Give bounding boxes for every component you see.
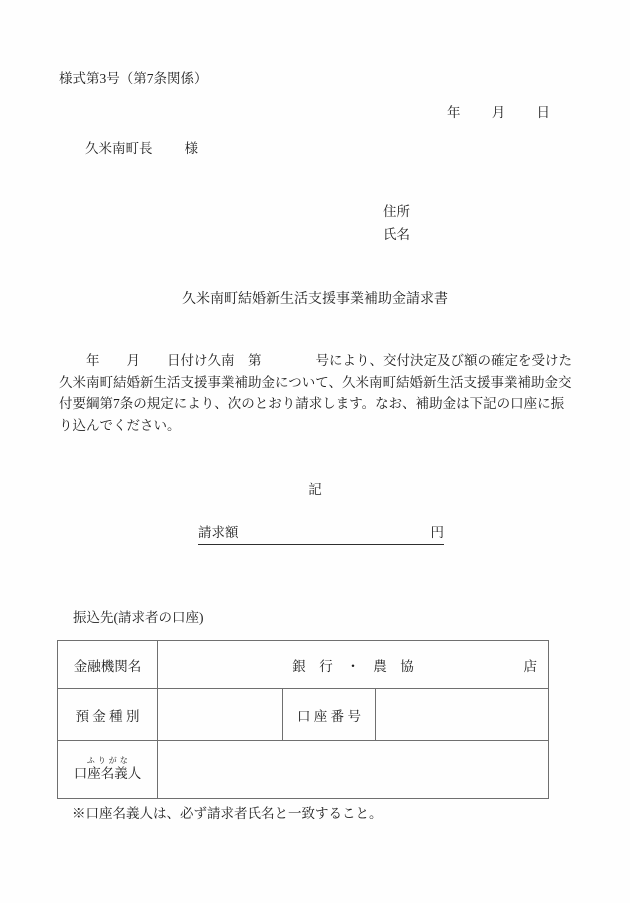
furigana-label: ふ り が な [86,755,129,765]
claim-amount-unit: 円 [430,525,444,540]
account-number-label: 口 座 番 号 [283,689,376,741]
claim-amount-line [198,521,444,545]
deposit-type-label: 預 金 種 別 [58,689,158,741]
date-year-label: 年 [447,105,461,120]
account-holder-value-cell [158,741,549,799]
sender-address-label: 住所 [383,204,410,219]
deposit-type-value-cell [158,689,283,741]
bank-account-table [57,640,549,799]
form-number: 様式第3号（第7条関係） [59,71,208,86]
table-row-account-holder [58,741,549,799]
financial-institution-value-cell [158,641,549,689]
sender-name-label: 氏名 [383,227,410,242]
body-paragraph [59,350,572,436]
date-month-label: 月 [491,105,506,120]
date-line [447,101,550,121]
document-title: 久米南町結婚新生活支援事業補助金請求書 [182,292,448,307]
addressee-honorific: 様 [184,141,198,156]
claim-amount-label: 請求額 [198,525,239,540]
body-paragraph-line: 久米南町結婚新生活支援事業補助金について、久米南町結婚新生活支援事業補助金交 [59,374,572,390]
account-holder-label: 口座名義人 [73,766,142,782]
account-holder-note: ※口座名義人は、必ず請求者氏名と一致すること。 [72,806,383,821]
body-paragraph-line: 年 月 日付け久南 第 号により、交付決定及び額の確定を受けた [59,353,572,368]
bank-type-options: 銀 行 ・ 農 協 [292,658,414,674]
transfer-destination-heading: 振込先(請求者の口座) [73,610,204,625]
body-paragraph-line: り込んでください。 [59,417,181,433]
addressee-line [85,137,198,157]
addressee-name: 久米南町長 [85,141,153,156]
ki-heading: 記 [308,482,322,497]
financial-institution-label: 金融機関名 [58,641,158,689]
table-row-financial-institution [58,641,549,689]
body-paragraph-line: 付要綱第7条の規定により、次のとおり請求します。なお、補助金は下記の口座に振 [59,396,565,412]
account-number-value-cell [376,689,549,741]
account-holder-label-cell [58,741,158,799]
date-day-label: 日 [536,105,550,120]
table-row-account-details [58,689,549,741]
branch-label: 店 [523,658,537,674]
